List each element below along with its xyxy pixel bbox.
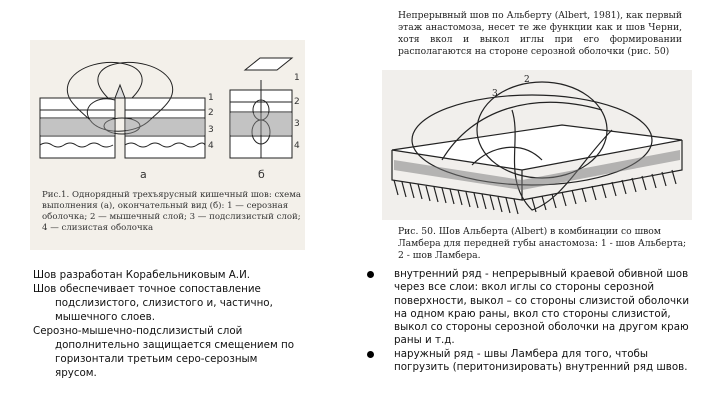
layer-number-1a: 1 [208, 93, 214, 103]
text-line: горизонтали третьим серо-серозным [55, 353, 258, 365]
albert-lambert-suture-drawing [382, 70, 692, 220]
list-item-text: наружный ряд - швы Ламбера для того, чтобы погрузить (перитонизировать) внутренний ряд швов. [394, 347, 688, 374]
left-text-block [33, 268, 333, 380]
layer-number-3b: 3 [294, 119, 300, 129]
list-item [366, 348, 691, 375]
bullet-icon [367, 271, 374, 278]
figure-2-albert-suture-illustration [382, 70, 692, 220]
list-item-text: внутренний ряд - непрерывный краевой обивной шов через все слои: вкол иглы со стороны серозной поверхности, выкол – со стороны слизистой оболочки на одном краю раны, вкол сто стороны слизистой, выкол со стороны серозной оболочки на другом краю раны и т.д. [394, 268, 690, 347]
figure-2-caption: Рис. 50. Шов Альберта (Albert) в комбинации со швом Ламбера для передней губы анастомоза: 1 - шов Альберта; 2 - шов Ламбера. [398, 226, 687, 261]
list-item [366, 268, 691, 348]
layer-number-2a: 2 [208, 108, 214, 118]
text-line: подслизистого, слизистого и, частично, [55, 297, 273, 309]
right-bullet-list [366, 268, 691, 374]
bullet-icon [367, 351, 374, 358]
text-line: Серозно-мышечно-подслизистый слой [33, 325, 243, 337]
panel-label-a: а [140, 168, 147, 181]
text-line: Шов обеспечивает точное сопоставление [33, 283, 261, 295]
layer-number-4a: 4 [208, 141, 214, 151]
layer-number-1b: 1 [294, 73, 300, 83]
figure-1-caption: Рис.1. Однорядный трехъярусный кишечный шов: схема выполнения (а), окончательный вид (б): 1 — серозная оболочка; 2 — мышечный слой; 3 — подслизистый слой; 4 — слизистая оболочка [42, 190, 302, 233]
panel-label-b: б [258, 168, 265, 181]
text-line: мышечного слоев. [55, 311, 155, 323]
figure-1-suture-diagram [30, 40, 305, 250]
label-2: 2 [524, 75, 530, 85]
layer-number-3a: 3 [208, 125, 214, 135]
text-line: дополнительно защищается смещением по [55, 339, 295, 351]
text-line: Шов разработан Корабельниковым А.И. [33, 269, 251, 281]
figure-2-intro-text: Непрерывный шов по Альберту (Albert, 1981), как первый этаж анастомоза, несет те же функции как и шов Черни, хотя вкол и выкол иглы при его формировании располагаются на стороне серозной оболочки (рис. 50) [398, 10, 682, 57]
suture-schematic-illustration [30, 40, 305, 185]
text-line: ярусом. [55, 367, 97, 379]
layer-number-2b: 2 [294, 97, 300, 107]
layer-number-4b: 4 [294, 141, 300, 151]
label-3: 3 [492, 89, 498, 99]
